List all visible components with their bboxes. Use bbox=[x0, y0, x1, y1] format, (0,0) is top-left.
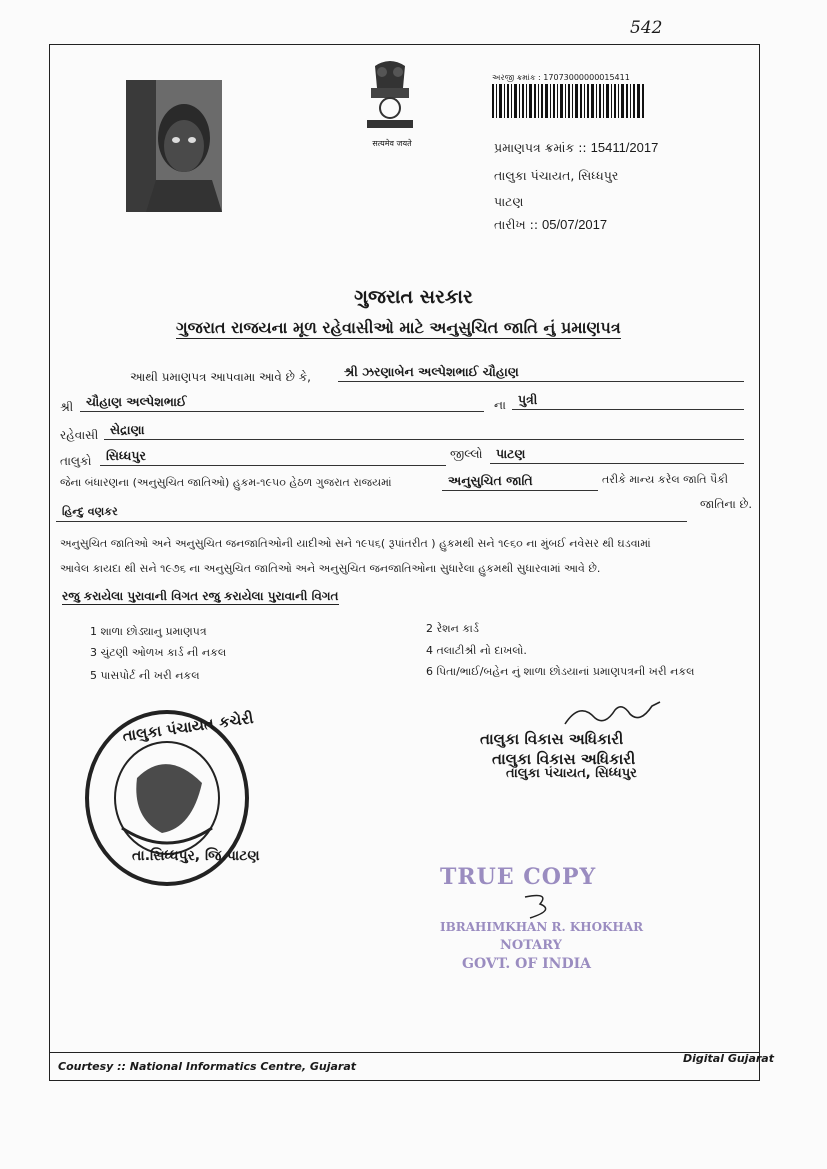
notary-govt: GOVT. OF INDIA bbox=[462, 956, 592, 972]
certificate-district: પાટણ bbox=[494, 194, 524, 209]
na-label: ના bbox=[494, 398, 506, 412]
documents-title: રજુ કરાયેલા પુરાવાની વિગત રજુ કરાયેલા પુરાવાની વિગત bbox=[62, 589, 339, 603]
true-copy-stamp: TRUE COPY bbox=[440, 864, 597, 890]
page-number: 542 bbox=[630, 18, 663, 38]
applicant-name: શ્રી ઝરણાબેન અલ્પેશભાઈ ચૌહાણ bbox=[338, 363, 744, 382]
resident-label: રહેવાસી bbox=[60, 428, 99, 442]
heading: ગુજરાત સરકાર bbox=[354, 286, 473, 308]
taluka-label: તાલુકો bbox=[60, 454, 92, 468]
seal-bottom-text: તા.સિધ્ધપુર, જિ.પાટણ bbox=[132, 848, 260, 864]
document-item: 2 રેશન કાર્ડ bbox=[426, 622, 479, 635]
paragraph-line1: અનુસુચિત જાતિઓ અને અનુસુચિત જનજાતિઓની યાદીઓ સને ૧૯૫૬( રૂપાંતરીત ) હુકમથી સને ૧૯૬૦ ના મુંબઈ નવેસર થી ઘડવામાં bbox=[60, 537, 651, 550]
emblem-motto: सत्यमेव जयते bbox=[372, 139, 412, 148]
footer-divider bbox=[49, 1052, 760, 1053]
document-item: 1 શાળા છોડ્યાનુ પ્રમાણપત્ર bbox=[90, 625, 207, 638]
caste-value: હિન્દુ વણકર bbox=[56, 503, 687, 522]
certificate-number-value: 15411/2017 bbox=[590, 140, 659, 155]
relation: પુત્રી bbox=[512, 391, 744, 410]
certificate-number-label: પ્રમાણપત્ર ક્રમાંક bbox=[494, 140, 575, 155]
certificate-number-sep: :: bbox=[578, 140, 587, 155]
document-item: 5 પાસપોર્ટ ની ખરી નકલ bbox=[90, 669, 200, 682]
applicant-photo bbox=[126, 80, 222, 212]
district-value: પાટણ bbox=[490, 445, 744, 464]
officer-title: તાલુકા વિકાસ અધિકારી bbox=[480, 730, 624, 748]
document-item: 6 પિતા/ભાઈ/બહેન નું શાળા છોડયાનાં પ્રમાણપત્રની ખરી નકલ bbox=[426, 665, 695, 678]
certificate-date-value: 05/07/2017 bbox=[542, 217, 608, 232]
district-label: જીલ્લો bbox=[450, 447, 483, 461]
order-text: જેના બંધારણના (અનુસુચિત જાતિઓ) હુકમ-૧૯૫૦ હેઠળ ગુજરાત રાજયમાં bbox=[60, 476, 392, 489]
document-item: 4 તલાટીશ્રી નો દાખલો. bbox=[426, 644, 527, 657]
recognized-text: તરીકે માન્ય કરેલ જાતિ પૈકી bbox=[602, 473, 729, 486]
certificate-date bbox=[494, 217, 607, 233]
intro-label: આથી પ્રમાણપત્ર આપવામા આવે છે કે, bbox=[130, 370, 311, 384]
officer-office: તાલુકા પંચાયત, સિધ્ધપુર bbox=[506, 766, 637, 781]
national-emblem bbox=[355, 58, 425, 148]
seal-top-text: તાલુકા પંચાયત કચેરી bbox=[121, 708, 255, 746]
footer-courtesy: Courtesy :: National Informatics Centre, Gujarat bbox=[58, 1060, 357, 1073]
caste-suffix: જાતિના છે. bbox=[700, 497, 753, 511]
subheading: ગુજરાત રાજયના મૂળ રહેવાસીઓ માટે અનુસુચિત જાતિ નું પ્રમાણપત્ર bbox=[176, 318, 621, 337]
document-item: 3 ચુંટણી ઓળખ કાર્ડ ની નકલ bbox=[90, 646, 227, 659]
notary-name: IBRAHIMKHAN R. KHOKHAR bbox=[440, 920, 644, 934]
office-seal bbox=[82, 708, 260, 892]
category-value: અનુસુચિત જાતિ bbox=[442, 472, 598, 491]
paragraph-line2: આવેલ કાયદા થી સને ૧૯૭૬ ના અનુસુચિત જાતિઓ અને અનુસુચિત જનજાતિઓના સુધારેલા હુકમથી સુધારવામાં આવે છે. bbox=[60, 562, 601, 575]
resident-value: સેદ્રાણા bbox=[104, 421, 744, 440]
application-number bbox=[492, 73, 630, 83]
certificate-number bbox=[494, 140, 658, 156]
taluka-value: સિધ્ધપુર bbox=[100, 447, 446, 466]
footer-digital-gujarat: Digital Gujarat bbox=[683, 1052, 774, 1065]
notary-title: NOTARY bbox=[500, 938, 562, 953]
barcode bbox=[492, 84, 647, 122]
parent-name: ચૌહાણ અલ્પેશભાઈ bbox=[80, 393, 484, 412]
application-label: અરજી ક્રમાંક : bbox=[492, 73, 541, 82]
application-value: 17073000000015411 bbox=[543, 73, 630, 82]
certificate-office: તાલુકા પંચાયત, સિધ્ધપુર bbox=[494, 168, 619, 183]
officer-title-2: તાલુકા વિકાસ અધિકારી bbox=[492, 750, 636, 768]
certificate-date-label: તારીખ :: bbox=[494, 217, 539, 232]
shri-label: શ્રી bbox=[60, 400, 74, 414]
